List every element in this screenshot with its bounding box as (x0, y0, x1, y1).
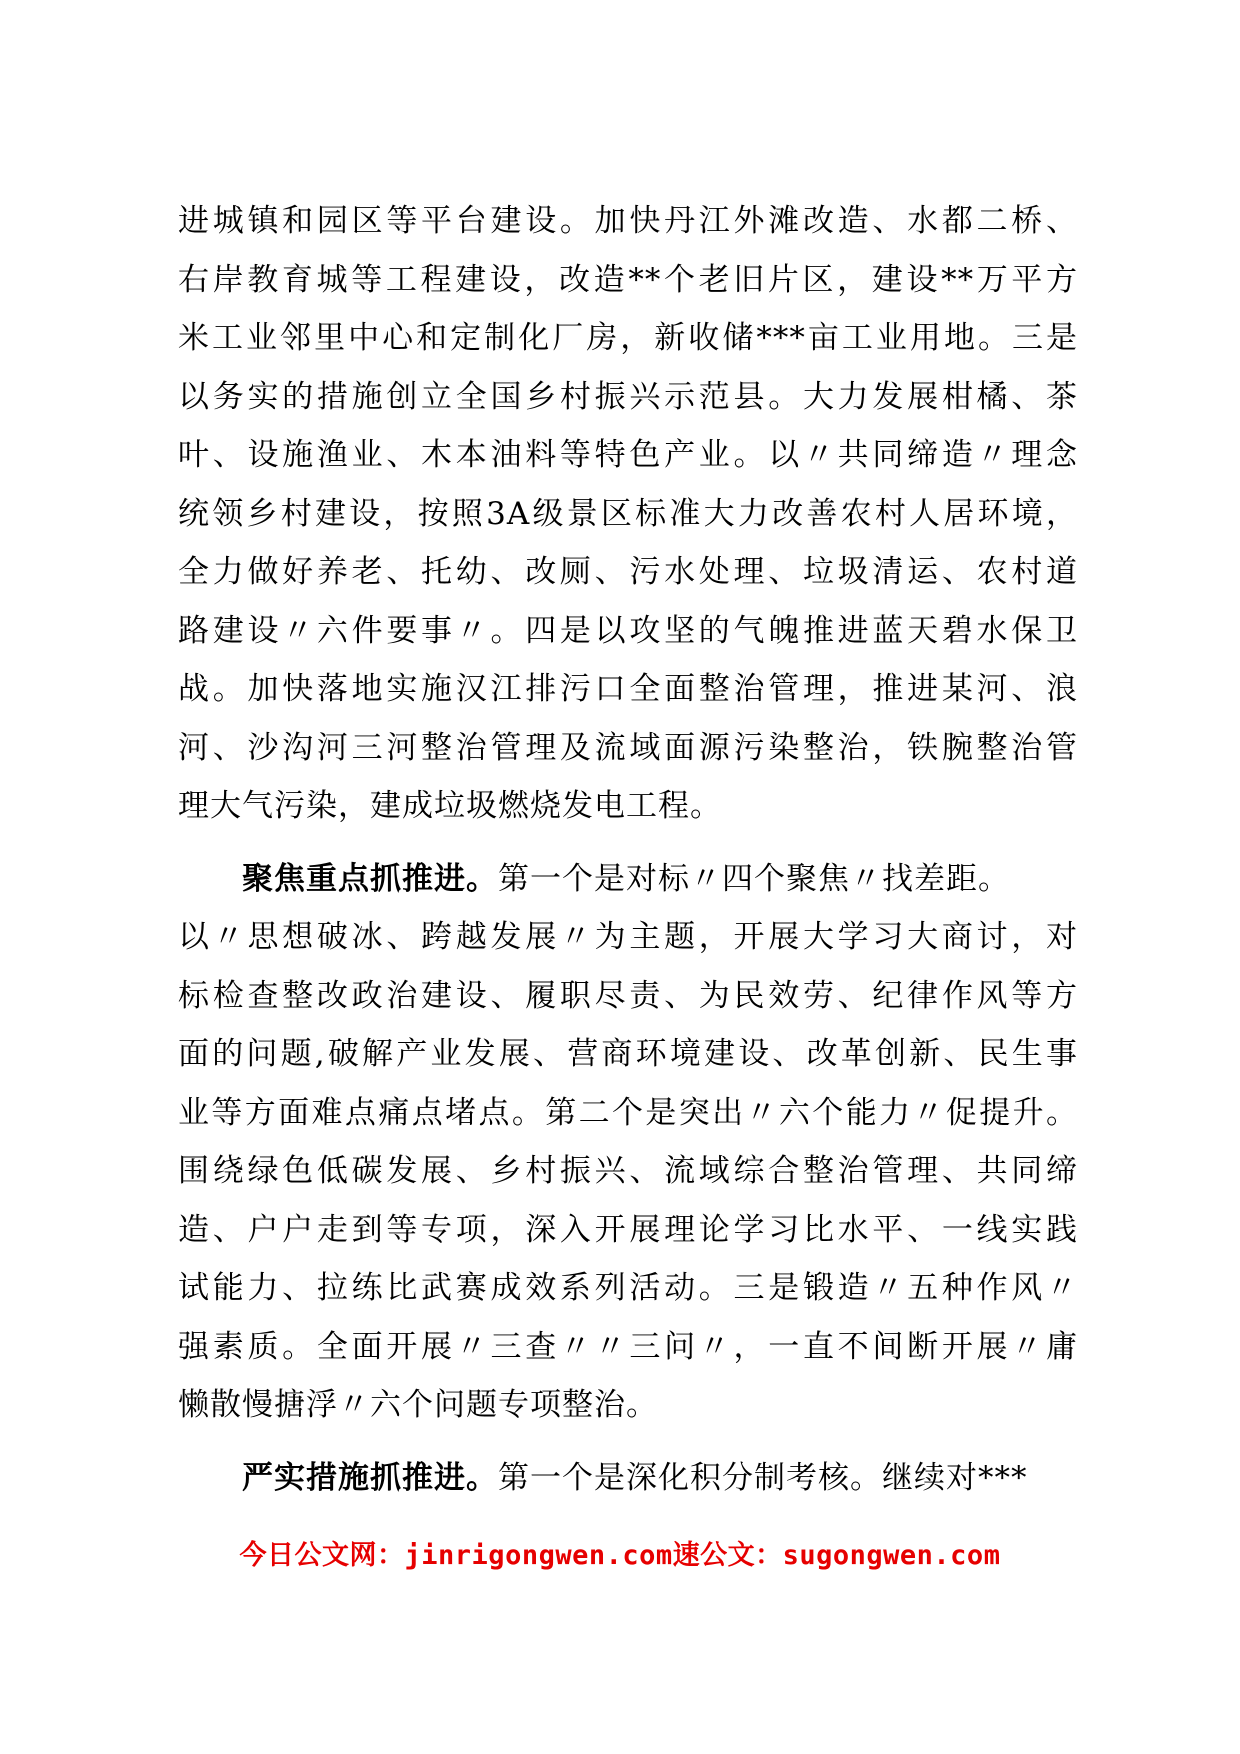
text-line: 面的问题,破解产业发展、营商环境建设、改革创新、民生事 (178, 1036, 1078, 1072)
site1-link[interactable]: jinrigongwen.com (404, 1540, 673, 1571)
paragraph-spacer (178, 1435, 1078, 1449)
paragraph-2 (178, 850, 1078, 1435)
site2-link[interactable]: sugongwen.com (782, 1540, 1001, 1571)
site2-name: 速公文： (672, 1540, 783, 1571)
text-line: 强素质。全面开展〃三查〃〃三问〃，一直不间断开展〃庸 (178, 1328, 1078, 1365)
text-line: 围绕绿色低碳发展、乡村振兴、流域综合整治管理、共同缔 (178, 1153, 1078, 1189)
text-line: 标检查整改政治建设、履职尽责、为民效劳、纪律作风等方 (178, 977, 1078, 1014)
paragraph-lead-text: 第一个是深化积分制考核。继续对*** (498, 1459, 1028, 1496)
paragraph-3 (178, 1449, 1078, 1508)
text-line: 懒散慢搪浮〃六个问题专项整治。 (178, 1387, 658, 1423)
paragraph-spacer (178, 836, 1078, 850)
text-line: 右岸教育城等工程建设，改造**个老旧片区，建设**万平方 (178, 261, 1078, 298)
footer-watermark (0, 1533, 1240, 1572)
text-line: 试能力、拉练比武赛成效系列活动。三是锻造〃五种作风〃 (178, 1270, 1078, 1306)
text-line: 路建设〃六件要事〃。四是以攻坚的气魄推进蓝天碧水保卫 (178, 612, 1078, 649)
paragraph-first-line (178, 850, 1078, 909)
site1-name: 今日公文网： (239, 1540, 405, 1571)
document-body (178, 192, 1078, 1507)
text-line: 统领乡村建设，按照3A级景区标准大力改善农村人居环境， (178, 495, 1078, 532)
text-line: 理大气污染，建成垃圾燃烧发电工程。 (178, 788, 722, 824)
text-line: 全力做好养老、托幼、改厕、污水处理、垃圾清运、农村道 (178, 554, 1078, 590)
text-line: 以务实的措施创立全国乡村振兴示范县。大力发展柑橘、茶 (178, 378, 1078, 415)
text-line: 战。加快落地实施汉江排污口全面整治管理，推进某河、浪 (178, 671, 1078, 707)
text-line: 叶、设施渔业、木本油料等特色产业。以〃共同缔造〃理念 (178, 437, 1078, 473)
text-line: 河、沙沟河三河整治管理及流域面源污染整治，铁腕整治管 (178, 729, 1078, 766)
text-line: 进城镇和园区等平台建设。加快丹江外滩改造、水都二桥、 (178, 203, 1078, 239)
paragraph-first-line (178, 1449, 1078, 1508)
text-line: 业等方面难点痛点堵点。第二个是突出〃六个能力〃促提升。 (178, 1094, 1078, 1131)
text-line: 米工业邻里中心和定制化厂房，新收储***亩工业用地。三是 (178, 320, 1078, 356)
paragraph-1 (178, 192, 1078, 836)
text-line: 造、户户走到等专项，深入开展理论学习比水平、一线实践 (178, 1211, 1078, 1248)
text-line: 以〃思想破冰、跨越发展〃为主题，开展大学习大商讨，对 (178, 919, 1078, 955)
paragraph-heading: 严实措施抓推进。 (242, 1459, 498, 1496)
paragraph-heading: 聚焦重点抓推进。 (242, 860, 498, 897)
paragraph-lead-text: 第一个是对标〃四个聚焦〃找差距。 (498, 860, 1010, 897)
